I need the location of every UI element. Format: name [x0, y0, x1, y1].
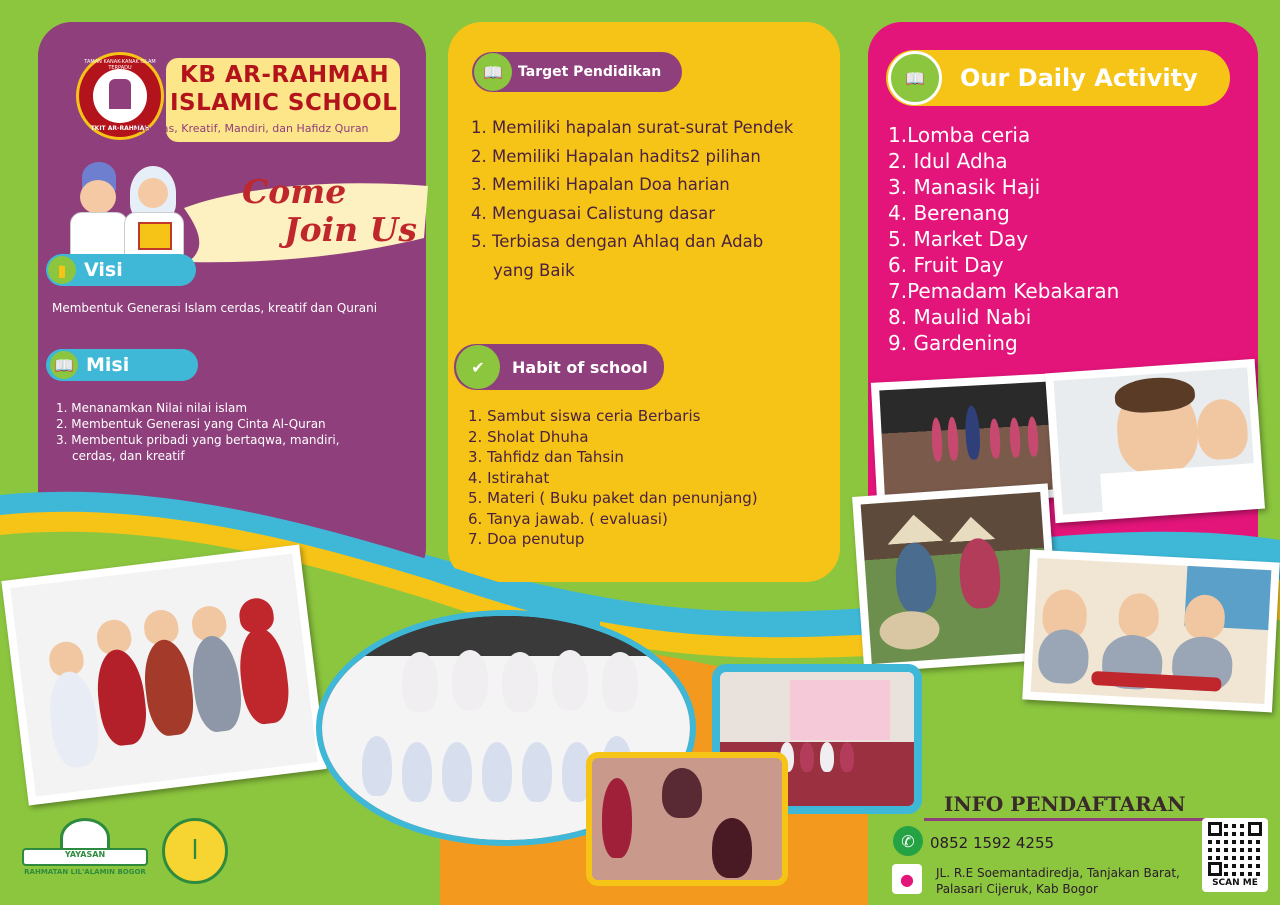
photo-sitting-circle: [586, 752, 788, 886]
target-item: 2. Memiliki Hapalan hadits2 pilihan: [471, 146, 761, 166]
yayasan-logo: [22, 818, 148, 888]
daily-heading: [886, 50, 1230, 106]
school-name-line1: KB AR-RAHMAH: [180, 62, 390, 88]
come-join-us-banner: [178, 168, 432, 272]
school-tagline: Cerdas, Kreatif, Mandiri, dan Hafidz Quran: [136, 122, 369, 135]
target-item: 4. Menguasai Calistung dasar: [471, 203, 715, 223]
misi-title: Misi: [86, 354, 130, 376]
map-pin-icon: ●: [892, 864, 922, 894]
habit-item: 1. Sambut siswa ceria Berbaris: [468, 407, 701, 425]
daily-item: 5. Market Day: [888, 227, 1029, 251]
qr-code-icon[interactable]: [1202, 818, 1268, 892]
misi-list: [56, 400, 416, 464]
daily-item: 8. Maulid Nabi: [888, 305, 1032, 329]
check-book-icon: ✔: [456, 345, 500, 389]
school-header: [74, 52, 406, 144]
target-item: 3. Memiliki Hapalan Doa harian: [471, 175, 730, 194]
visi-text: Membentuk Generasi Islam cerdas, kreatif dan Qurani: [52, 301, 378, 315]
target-item: 5. Terbiasa dengan Ahlaq dan Adab: [471, 232, 764, 251]
habit-item: 4. Istirahat: [468, 468, 550, 487]
misi-item: 1. Menanamkan Nilai nilai islam: [56, 401, 248, 415]
photo-boys-closeup: [1045, 359, 1265, 523]
habit-heading: [454, 344, 664, 390]
kids-illustration: [58, 160, 186, 260]
logo-sub-text: TKIT AR-RAHMAH: [90, 125, 150, 132]
habit-item: 2. Sholat Dhuha: [468, 427, 589, 446]
target-item: yang Baik: [493, 260, 575, 280]
daily-item: 2. Idul Adha: [888, 149, 1008, 173]
target-item: 1. Memiliki hapalan surat-surat Pendek: [471, 118, 794, 137]
misi-item: 2. Membentuk Generasi yang Cinta Al-Quran: [56, 417, 326, 431]
ummi-logo: ا: [162, 818, 228, 884]
misi-heading: [46, 349, 198, 381]
open-book-icon: 📖: [888, 51, 942, 105]
yayasan-name: RAHMATAN LIL'ALAMIN BOGOR: [24, 868, 146, 876]
daily-title: Our Daily Activity: [960, 64, 1198, 92]
address-line1: JL. R.E Soemantadiredja, Tanjakan Barat,: [936, 866, 1180, 880]
whatsapp-icon: ✆: [893, 826, 923, 856]
logo-ring-text: TAMAN KANAK-KANAK ISLAM TERPADU: [84, 59, 156, 71]
phone-number: 0852 1592 4255: [930, 834, 1055, 852]
habit-item: 7. Doa penutup: [468, 530, 585, 548]
book-icon: ▮: [48, 256, 76, 284]
info-title: INFO PENDAFTARAN: [944, 792, 1186, 816]
address-line2: Palasari Cijeruk, Kab Bogor: [936, 882, 1098, 896]
misi-item: 3. Membentuk pribadi yang bertaqwa, mandiri,: [56, 433, 340, 447]
join-us-text: Join Us: [284, 210, 417, 249]
daily-list: [888, 122, 1248, 356]
visi-title: Visi: [84, 259, 123, 281]
habit-title: Habit of school: [512, 357, 648, 377]
habit-item: 6. Tanya jawab. ( evaluasi): [468, 509, 668, 528]
target-list: [471, 114, 831, 285]
yayasan-label: YAYASAN: [64, 850, 106, 859]
photo-fruit-day: [1022, 550, 1280, 713]
daily-item: 9. Gardening: [888, 331, 1018, 355]
daily-item: 3. Manasik Haji: [888, 175, 1041, 199]
open-book-icon: 📖: [474, 53, 512, 91]
daily-item: 7.Pemadam Kebakaran: [888, 279, 1120, 303]
scan-me-label: SCAN ME: [1212, 878, 1258, 888]
daily-item: 4. Berenang: [888, 201, 1010, 225]
habit-item: 5. Materi ( Buku paket dan penunjang): [468, 489, 758, 507]
come-text: Come: [242, 172, 347, 211]
visi-heading: [46, 254, 196, 286]
habit-list: [468, 406, 828, 550]
school-name-line2: ISLAMIC SCHOOL: [170, 90, 398, 116]
misi-item: cerdas, dan kreatif: [72, 449, 185, 463]
daily-item: 6. Fruit Day: [888, 253, 1004, 277]
target-title: Target Pendidikan: [518, 64, 662, 80]
daily-item: 1.Lomba ceria: [888, 123, 1031, 147]
habit-item: 3. Tahfidz dan Tahsin: [468, 448, 624, 466]
open-book-icon: 📖: [50, 351, 78, 379]
photo-kids-praying: [1, 545, 326, 806]
target-heading: [472, 52, 682, 92]
